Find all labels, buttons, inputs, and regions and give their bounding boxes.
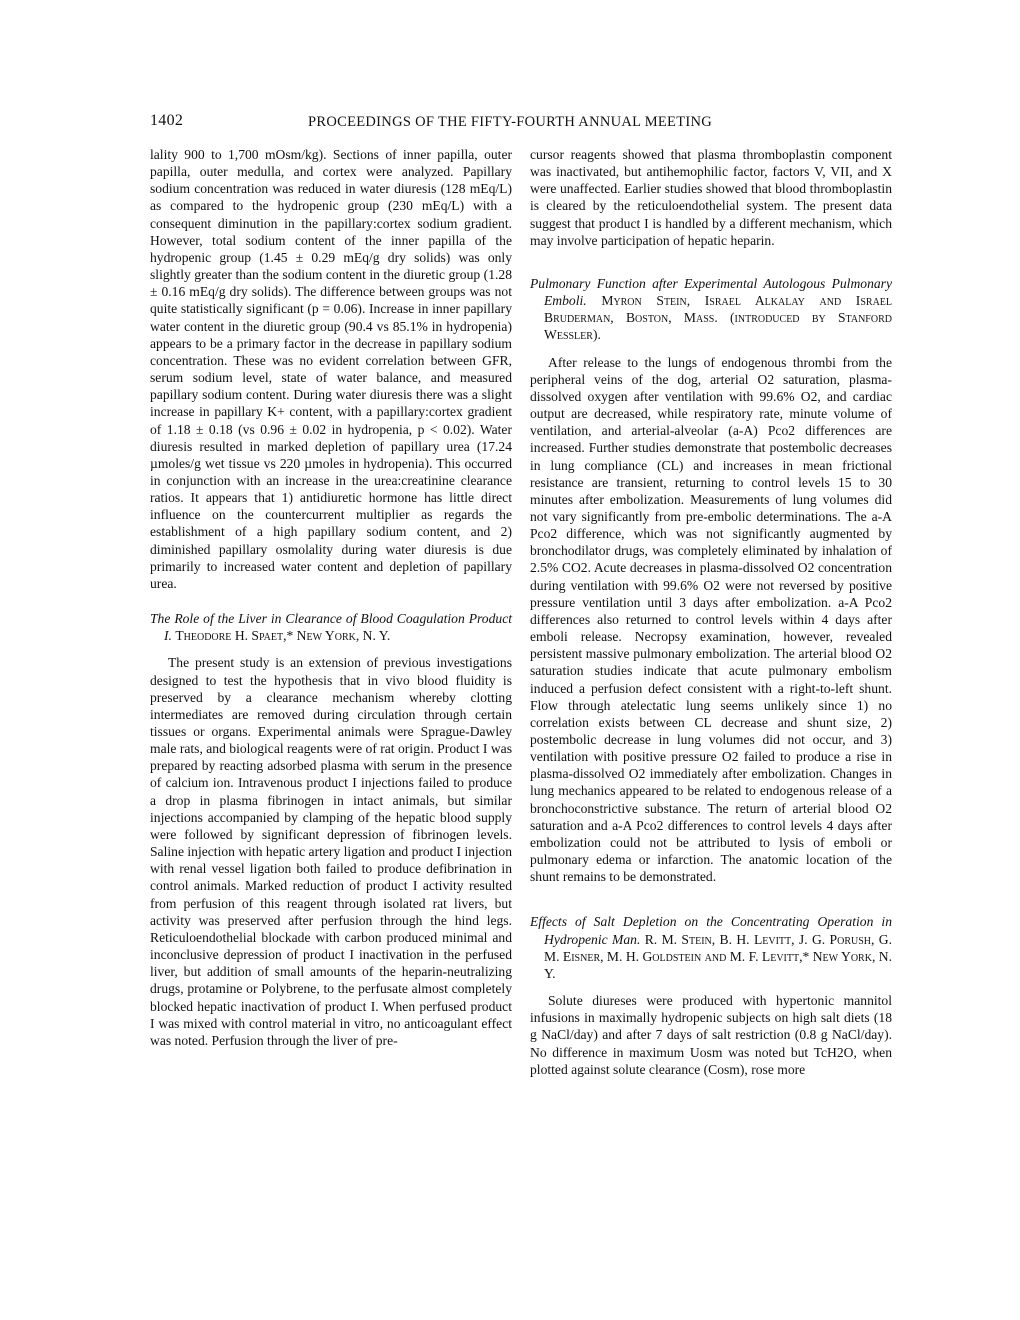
abstract2-heading [150, 610, 512, 644]
abstract1-continuation: lality 900 to 1,700 mOsm/kg). Sections of inner papilla, outer papilla, outer medulla, and cortex were analyzed. Papillary sodium concentration was reduced in water diuresis (128 mEq/L) as compared to the hydropenic group (230 mEq/L) with a consequent diminution in the papillary:cortex sodium gradient. However, total sodium content of the inner papilla of the hydropenic group (1.45 ± 0.29 mEq/g dry solids) was only slightly greater than the sodium content in the diuretic group (1.28 ± 0.16 mEq/g dry solids). The difference between groups was not quite statistically significant (p = 0.06). Increase in inner papillary water content in the diuretic group (90.4 vs 85.1% in hydropenia) appears to be a primary factor in the decrease in papillary sodium concentration. These was no evident correlation between GFR, serum sodium level, state of water balance, and measured papillary sodium content. During water diuresis there was a slight increase in papillary K+ content, with a papillary:cortex gradient of 1.18 ± 0.18 (vs 0.96 ± 0.02 in hydropenia, p < 0.02). Water diuresis resulted in marked depletion of papillary urea (17.24 µmoles/g wet tissue vs 220 µmoles in hydropenia). This occurred in conjunction with an increase in the urea:creatinine clearance ratios. It appears that 1) antidiuretic hormone has little direct influence on the countercurrent multiplier as regards the establishment of a high papillary sodium content, and 2) diminished papillary osmolality during water diuresis is due primarily to increased water content and depletion of papillary urea. [150, 147, 512, 591]
abstract2-continuation: cursor reagents showed that plasma thromboplastin component was inactivated, but antihemophilic factor, factors V, VII, and X were unaffected. Earlier studies showed that blood thromboplastin is cleared by the reticuloendothelial system. The present data suggest that product I is handled by a different mechanism, which may involve participation of hepatic heparin. [530, 147, 892, 248]
right-column [530, 146, 892, 1078]
running-title: PROCEEDINGS OF THE FIFTY-FOURTH ANNUAL MEETING [308, 114, 713, 130]
left-column [150, 146, 512, 1049]
abstract3-body: After release to the lungs of endogenous thrombi from the peripheral veins of the dog, arterial O2 saturation, plasma-dissolved oxygen after ventilation with 99.6% O2, and cardiac output are decreased, while respiratory rate, minute volume of ventilation, and arterial-alveolar (a-A) Pco2 differences are increased. Further studies demonstrate that postembolic decreases in lung compliance (CL) and increases in mean frictional resistance are transient, returning to control levels 15 to 30 minutes after embolization. Measurements of lung volumes did not vary significantly from pre-embolic determinations. The a-A Pco2 difference, which was not significantly augmented by bronchodilator drugs, was completely eliminated by inhalation of 2.5% CO2. Acute decreases in plasma-dissolved O2 concentration during ventilation with 99.6% O2 were not reversed by positive pressure ventilation until 3 days after embolization. a-A Pco2 differences also returned to control levels within 4 days after emboli release. Necropsy examination, however, revealed persistent massive pulmonary embolization. The arterial blood O2 saturation studies indicate that acute pulmonary embolism induced a perfusion defect consistent with a right-to-left shunt. Flow through atelectatic lung seems unlikely since 1) no correlation exists between CL decrease and shunt size, 2) postembolic decrease in lung volumes did not occur, and 3) ventilation with positive pressure O2 failed to produce a rise in plasma-dissolved O2 immediately after embolization. Changes in lung mechanics appeared to be related to endogenous release of a bronchoconstrictive substance. The return of arterial blood O2 saturation and a-A Pco2 differences to control levels 4 days after embolization could not be attributed to lysis of emboli or pulmonary edema or infarction. The anatomic location of the shunt remains to be demonstrated. [530, 354, 892, 885]
abstract3-heading [530, 275, 892, 344]
page-header [150, 112, 890, 132]
abstract4-heading [530, 913, 892, 982]
abstract3-authors: Myron Stein, Israel Alkalay and Israel Bruderman, Boston, Mass. (introduced by Stanford Wessler). [544, 293, 893, 343]
abstract4-title: Effects of Salt Depletion on the Concentrating Operation in Hydropenic Man. [530, 914, 892, 947]
abstract2-title: The Role of the Liver in Clearance of Blood Coagulation Product I. [150, 611, 512, 644]
page-number: 1402 [150, 112, 184, 129]
abstract2-body: The present study is an extension of previous investigations designed to test the hypothesis that in vivo blood fluidity is preserved by a clearance mechanism whereby clotting intermediates are removed during circulation through certain tissues or organs. Experimental animals were Sprague-Dawley male rats, and biological reagents were of rat origin. Product I was prepared by reacting adsorbed plasma with serum in the presence of calcium ion. Intravenous product I injections failed to produce a drop in plasma fibrinogen in intact animals, but similar injections accompanied by clamping of the hepatic blood supply were followed by significant depression of fibrinogen levels. Saline injection with hepatic artery ligation and product I injection with renal vessel ligation both failed to produce defibrination in control animals. Marked reduction of product I activity resulted from perfusion of this reagent through isolated rat livers, but activity was preserved after perfusion through the hind legs. Reticuloendothelial blockade with carbon produced minimal and inconclusive depression of product I inactivation in the perfused liver, but addition of small amounts of the heparin-neutralizing drugs, protamine or Polybrene, to the perfusate almost completely blocked hepatic inactivation of product I. When perfused product I was mixed with control material in vitro, no anticoagulant effect was noted. Perfusion through the liver of pre- [150, 655, 513, 1048]
abstract3-title: Pulmonary Function after Experimental Autologous Pulmonary Emboli. [530, 275, 892, 309]
abstract4-body: Solute diureses were produced with hypertonic mannitol infusions in maximally hydropenic subjects on high salt diets (18 g NaCl/day) and after 7 days of salt restriction (0.8 g NaCl/day). No difference in maximum Uosm was noted but TcH2O, when plotted against solute clearance (Cosm), rose more [530, 993, 892, 1077]
abstract4-authors: R. M. Stein, B. H. Levitt, J. G. Porush, G. M. Eisner, M. H. Goldstein and M. F. Levitt,* New York, N. Y. [544, 931, 892, 981]
abstract2-authors: Theodore H. Spaet,* New York, N. Y. [175, 628, 391, 644]
